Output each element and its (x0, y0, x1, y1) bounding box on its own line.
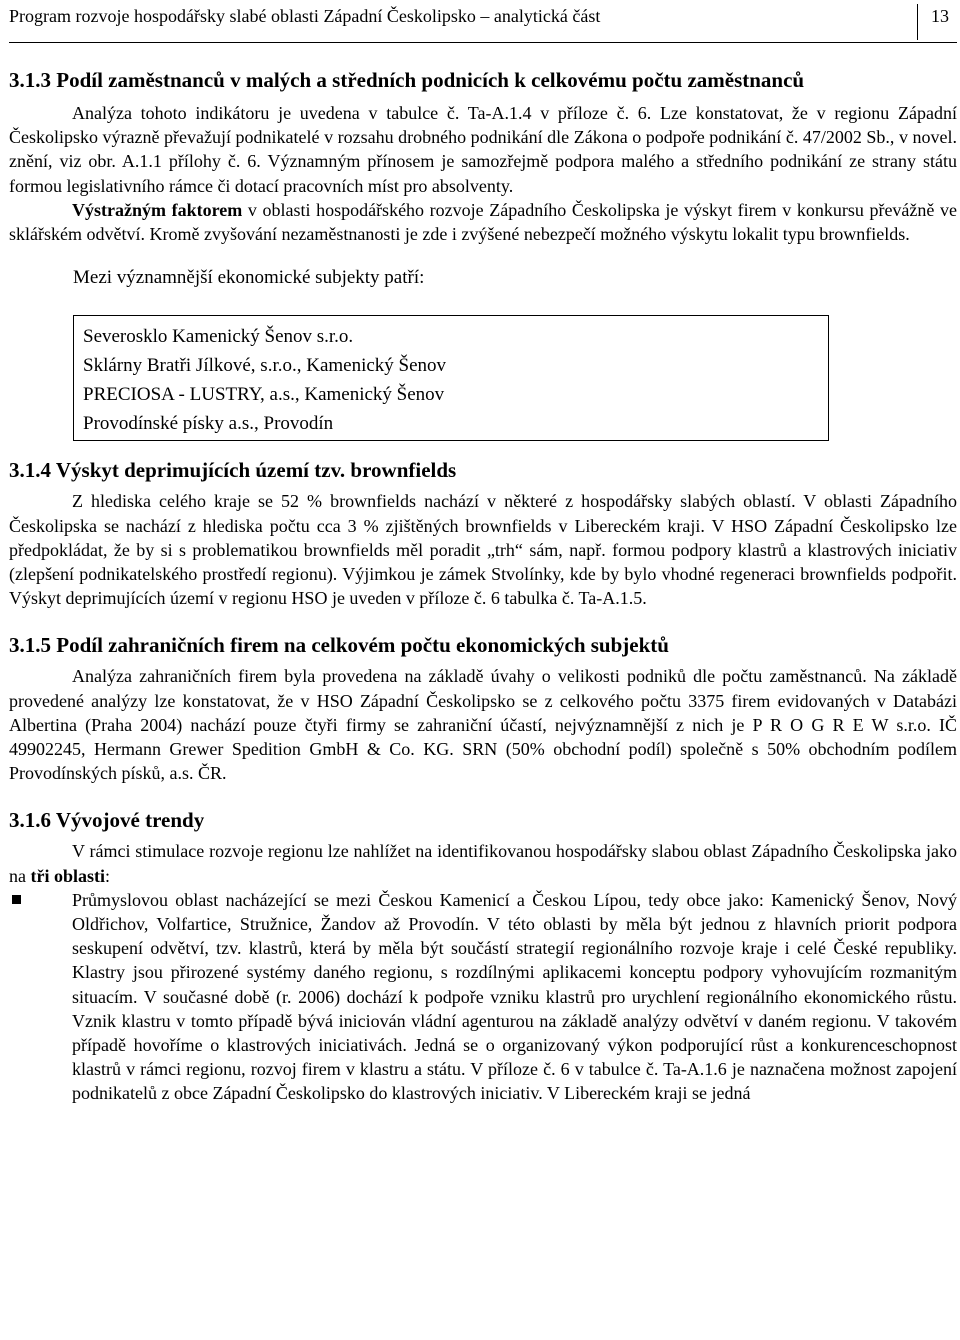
subject-item: Sklárny Bratři Jílkové, s.r.o., Kamenický Šenov (83, 355, 447, 377)
section-3-1-5-heading: 3.1.5 Podíl zahraničních firem na celkovém počtu ekonomických subjektů (9, 633, 669, 658)
paragraph-colon: : (105, 865, 111, 886)
section-3-1-3-paragraph-1: Analýza tohoto indikátoru je uvedena v tabulce č. Ta-A.1.4 v příloze č. 6. Lze konstatovat, že v regionu Západní Českolipsko výrazně převažují podnikatelé v rozsahu drobného podnikání dle Zákona o podpoře podnikání č. 47/2002 Sb., v novel. znění, viz obr. A.1.1 přílohy č. 6. Významným přínosem je samozřejmě podpora malého a středního podnikání ze strany státu formou legislativního rámce či dotací pracovních míst pro absolventy. (9, 103, 957, 196)
bullet-item-industrial-area (9, 888, 957, 1106)
paragraph-text: V rámci stimulace rozvoje regionu lze nahlížet na identifikovanou hospodářsky slabou oblast Západního Českolipska jako na (9, 841, 957, 886)
subject-item: PRECIOSA - LUSTRY, a.s., Kamenický Šenov (83, 384, 445, 406)
section-3-1-6-paragraph (9, 839, 957, 887)
three-areas-bold: tři oblasti (30, 865, 105, 886)
document-page (9, 0, 957, 1106)
section-3-1-3-heading: 3.1.3 Podíl zaměstnanců v malých a středních podnicích k celkovému počtu zaměstnanců (9, 68, 805, 92)
section-3-1-5-paragraph: Analýza zahraničních firem byla provedena na základě úvahy o velikosti podniků dle počtu zaměstnanců. Na základě provedené analýzy lze konstatovat, že v HSO Západní Českolipsko se z celkového počtu 3375 firem evidovaných v Databázi Albertina (Praha 2004) nachází pouze čtyři firmy se zahraniční účastí, nejvýznamnější z nich je P R O G R E W s.r.o. IČ 49902245, Hermann Grewer Spedition GmbH & Co. KG. SRN (50% obchodní podíl) společně s 50% obchodním podílem Provodínských písků, a.s. ČR. (9, 666, 957, 784)
subjects-box (73, 315, 829, 441)
bullet-text: Průmyslovou oblast nacházející se mezi Českou Kamenicí a Českou Lípou, tedy obce jako: Kamenický Šenov, Nový Oldřichov, Volfartice, Stružnice, Žandov až Provodín. V této oblasti by měla být jednou z hlavních priorit podpora seskupení odvětví, tzv. klastrů, která by měla být součástí strategií regionálního rozvoje kraje i celé České republiky. Klastry jsou přirozené systémy daného regionu, s rozdílnými aplikacemi konceptu podpory vyhovujícím rozmanitým situacím. V současné době (r. 2006) dochází k podpoře vzniku klastrů pro urychlení regionálního ekonomického růstu. Vznik klastru v tomto případě bývá iniciován vládní agenturou na základě analýzy odvětví v daném regionu. V takovém případě hovoříme o klastrových iniciativách. Jedná se o organizovaný výkon podporující růst a konkurenceschopnost klastrů v rámci regionu, rozvoj firem v klastru a státu. V příloze č. 6 v tabulce č. Ta-A.1.6 je naznačena možnost zapojení podnikatelů z obce Západní Českolipsko do klastrových iniciativ. V Libereckém kraji se jedná (72, 889, 957, 1104)
section-3-1-4-heading: 3.1.4 Výskyt deprimujících území tzv. brownfields (9, 458, 457, 483)
page-header (9, 2, 957, 43)
warning-factor-bold: Výstražným faktorem (72, 199, 243, 220)
square-bullet-icon (12, 895, 21, 904)
subject-item: Provodínské písky a.s., Provodín (83, 413, 334, 435)
paragraph-2-text: v oblasti hospodářského rozvoje Západního Českolipska je výskyt firem v konkursu převážně ve sklářském odvětví. Kromě zvyšování nezaměstnanosti je zde i zvýšené nebezpečí možného výskytu lokalit typu brownfields. (9, 199, 957, 245)
section-3-1-6-heading: 3.1.6 Vývojové trendy (9, 808, 205, 833)
section-3-1-4-paragraph: Z hlediska celého kraje se 52 % brownfields nachází v některé z hospodářsky slabých oblastí. V oblasti Západního Českolipska se nachází z hlediska počtu cca 3 % zjištěných brownfields v Libereckém kraji. V HSO Západní Českolipsko lze předpokládat, že by si s problematikou brownfields měl poradit „trh“ sám, např. formou podpory klastrů a klastrových iniciativ (zlepšení podnikatelského prostředí regionu). Výjimkou je zámek Stvolínky, kde by bylo vhodné regeneraci brownfields podpořit. Výskyt deprimujících území v regionu HSO je uveden v příloze č. 6 tabulka č. Ta-A.1.5. (9, 491, 957, 609)
subject-item: Severosklo Kamenický Šenov s.r.o. (83, 326, 354, 348)
page-number: 13 (931, 6, 949, 26)
section-3-1-3-paragraph-2 (9, 198, 957, 246)
header-title: Program rozvoje hospodářsky slabé oblasti Západní Českolipsko – analytická část (9, 6, 601, 26)
header-divider (917, 4, 918, 40)
subjects-intro: Mezi významnější ekonomické subjekty patří: (73, 267, 425, 289)
